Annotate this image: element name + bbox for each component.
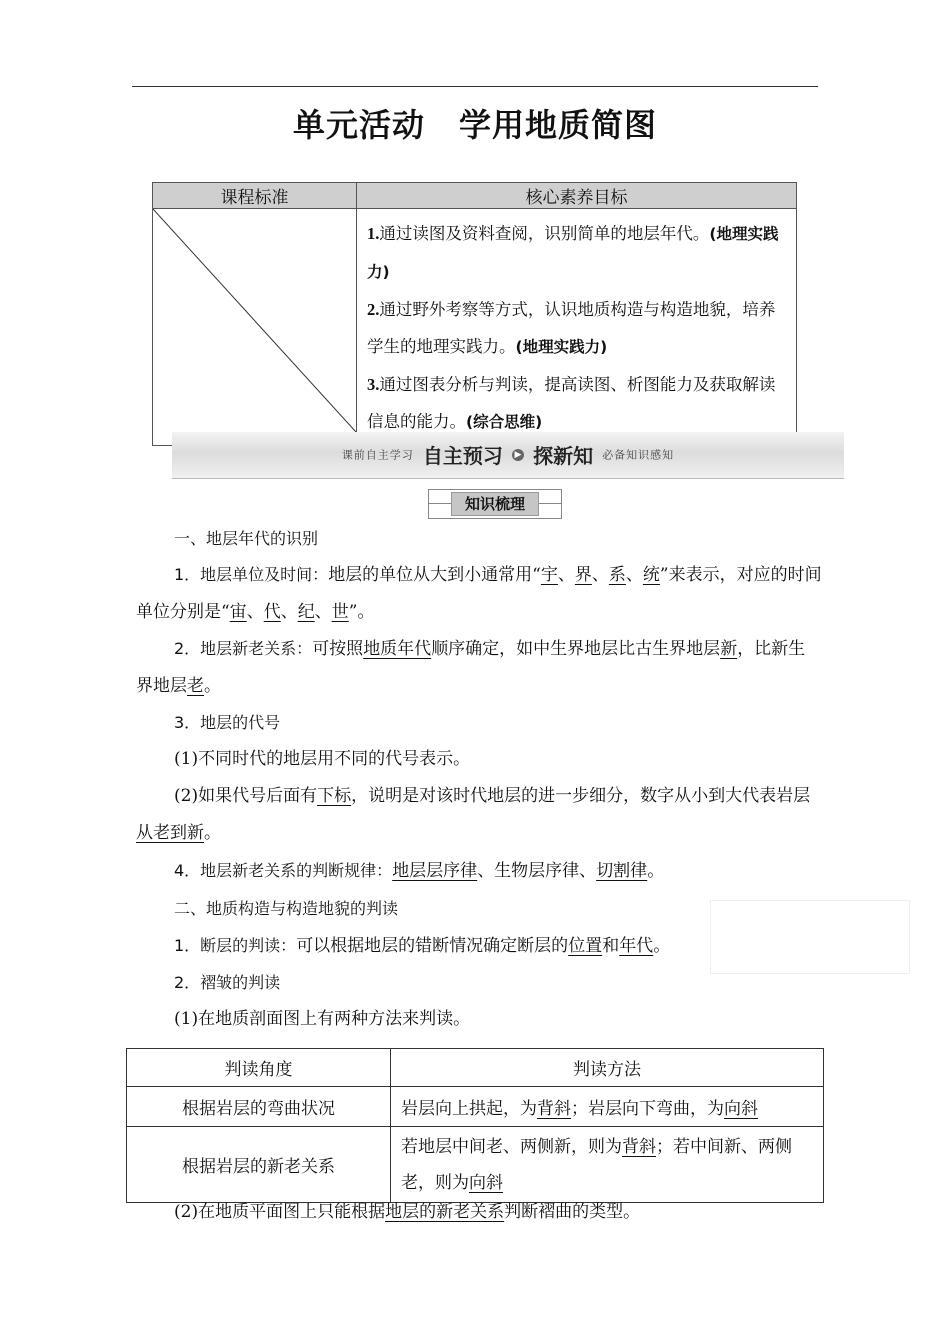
section-2-heading: 二、地质构造与构造地貌的判读 [174,899,399,918]
header-course-standard: 课程标准 [153,183,357,209]
banner-left-text: 课前自主学习 [341,448,414,462]
judge-row-2-method: 若地层中间老、两侧新，则为背斜；若中间新、两侧老，则为向斜 [391,1127,824,1203]
judge-header-method: 判读方法 [391,1049,824,1087]
paragraph-2: 2．地层新老关系：可按照地质年代顺序确定，如中生界地层比古生界地层新，比新生界地层老。 [136,639,806,696]
banner-main-text-2: 探新知 [533,444,594,468]
paragraph-3-2: (2)如果代号后面有下标，说明是对该时代地层的进一步细分，数字从小到大代表岩层从老到新。 [136,786,811,843]
paragraph-6-1: (1)在地质剖面图上有两种方法来判读。 [174,1009,471,1029]
paragraph-4: 4．地层新老关系的判断规律：地层层序律、生物层序律、切割律。 [174,861,665,881]
header-core-literacy: 核心素养目标 [357,183,797,209]
paragraph-6-heading: 2．褶皱的判读 [174,973,281,992]
paragraph-3-heading: 3．地层的代号 [174,713,281,732]
top-rule [132,86,818,87]
judge-row-2-angle: 根据岩层的新老关系 [127,1127,391,1203]
badge-label: 知识梳理 [451,492,539,516]
judge-row-1-angle: 根据岩层的弯曲状况 [127,1087,391,1127]
section-banner [172,432,844,479]
judgment-table [126,1048,824,1203]
arrow-icon: ▶ [512,449,524,461]
section-heading: 一、地层年代的识别 [174,529,319,548]
title-part1: 单元活动 [292,106,425,144]
diagonal-line [153,209,356,432]
section-1 [136,520,822,557]
standards-table [152,182,797,446]
paragraph-6-2: (2)在地质平面图上只能根据地层的新老关系判断褶曲的类型。 [174,1202,641,1222]
paragraph-3-1: (1)不同时代的地层用不同的代号表示。 [174,749,471,769]
paragraph-5: 1．断层的判读：可以根据地层的错断情况确定断层的位置和年代。 [174,936,671,956]
banner-main-text: 自主预习 [422,444,503,468]
page-title [0,100,950,146]
title-part2: 学用地质简图 [459,106,658,144]
judge-row-1-method: 岩层向上拱起，为背斜；岩层向下弯曲，为向斜 [391,1087,824,1127]
diagonal-cell [153,209,357,446]
goals-cell [357,209,797,446]
goal-item: 1.通过读图及资料查阅，识别简单的地层年代。(地理实践力) [367,224,779,281]
judge-header-angle: 判读角度 [127,1049,391,1087]
goal-item: 3.通过图表分析与判读，提高读图、析图能力及获取解读信息的能力。(综合思维) [367,375,776,431]
paragraph-1: 1．地层单位及时间：地层的单位从大到小通常用“宇、界、系、统”来表示，对应的时间单位分别是“宙、代、纪、世”。 [136,565,822,622]
goal-item: 2.通过野外考察等方式，认识地质构造与构造地貌，培养学生的地理实践力。(地理实践力) [367,300,776,356]
knowledge-badge [428,489,562,519]
banner-right-text: 必备知识感知 [602,448,675,462]
